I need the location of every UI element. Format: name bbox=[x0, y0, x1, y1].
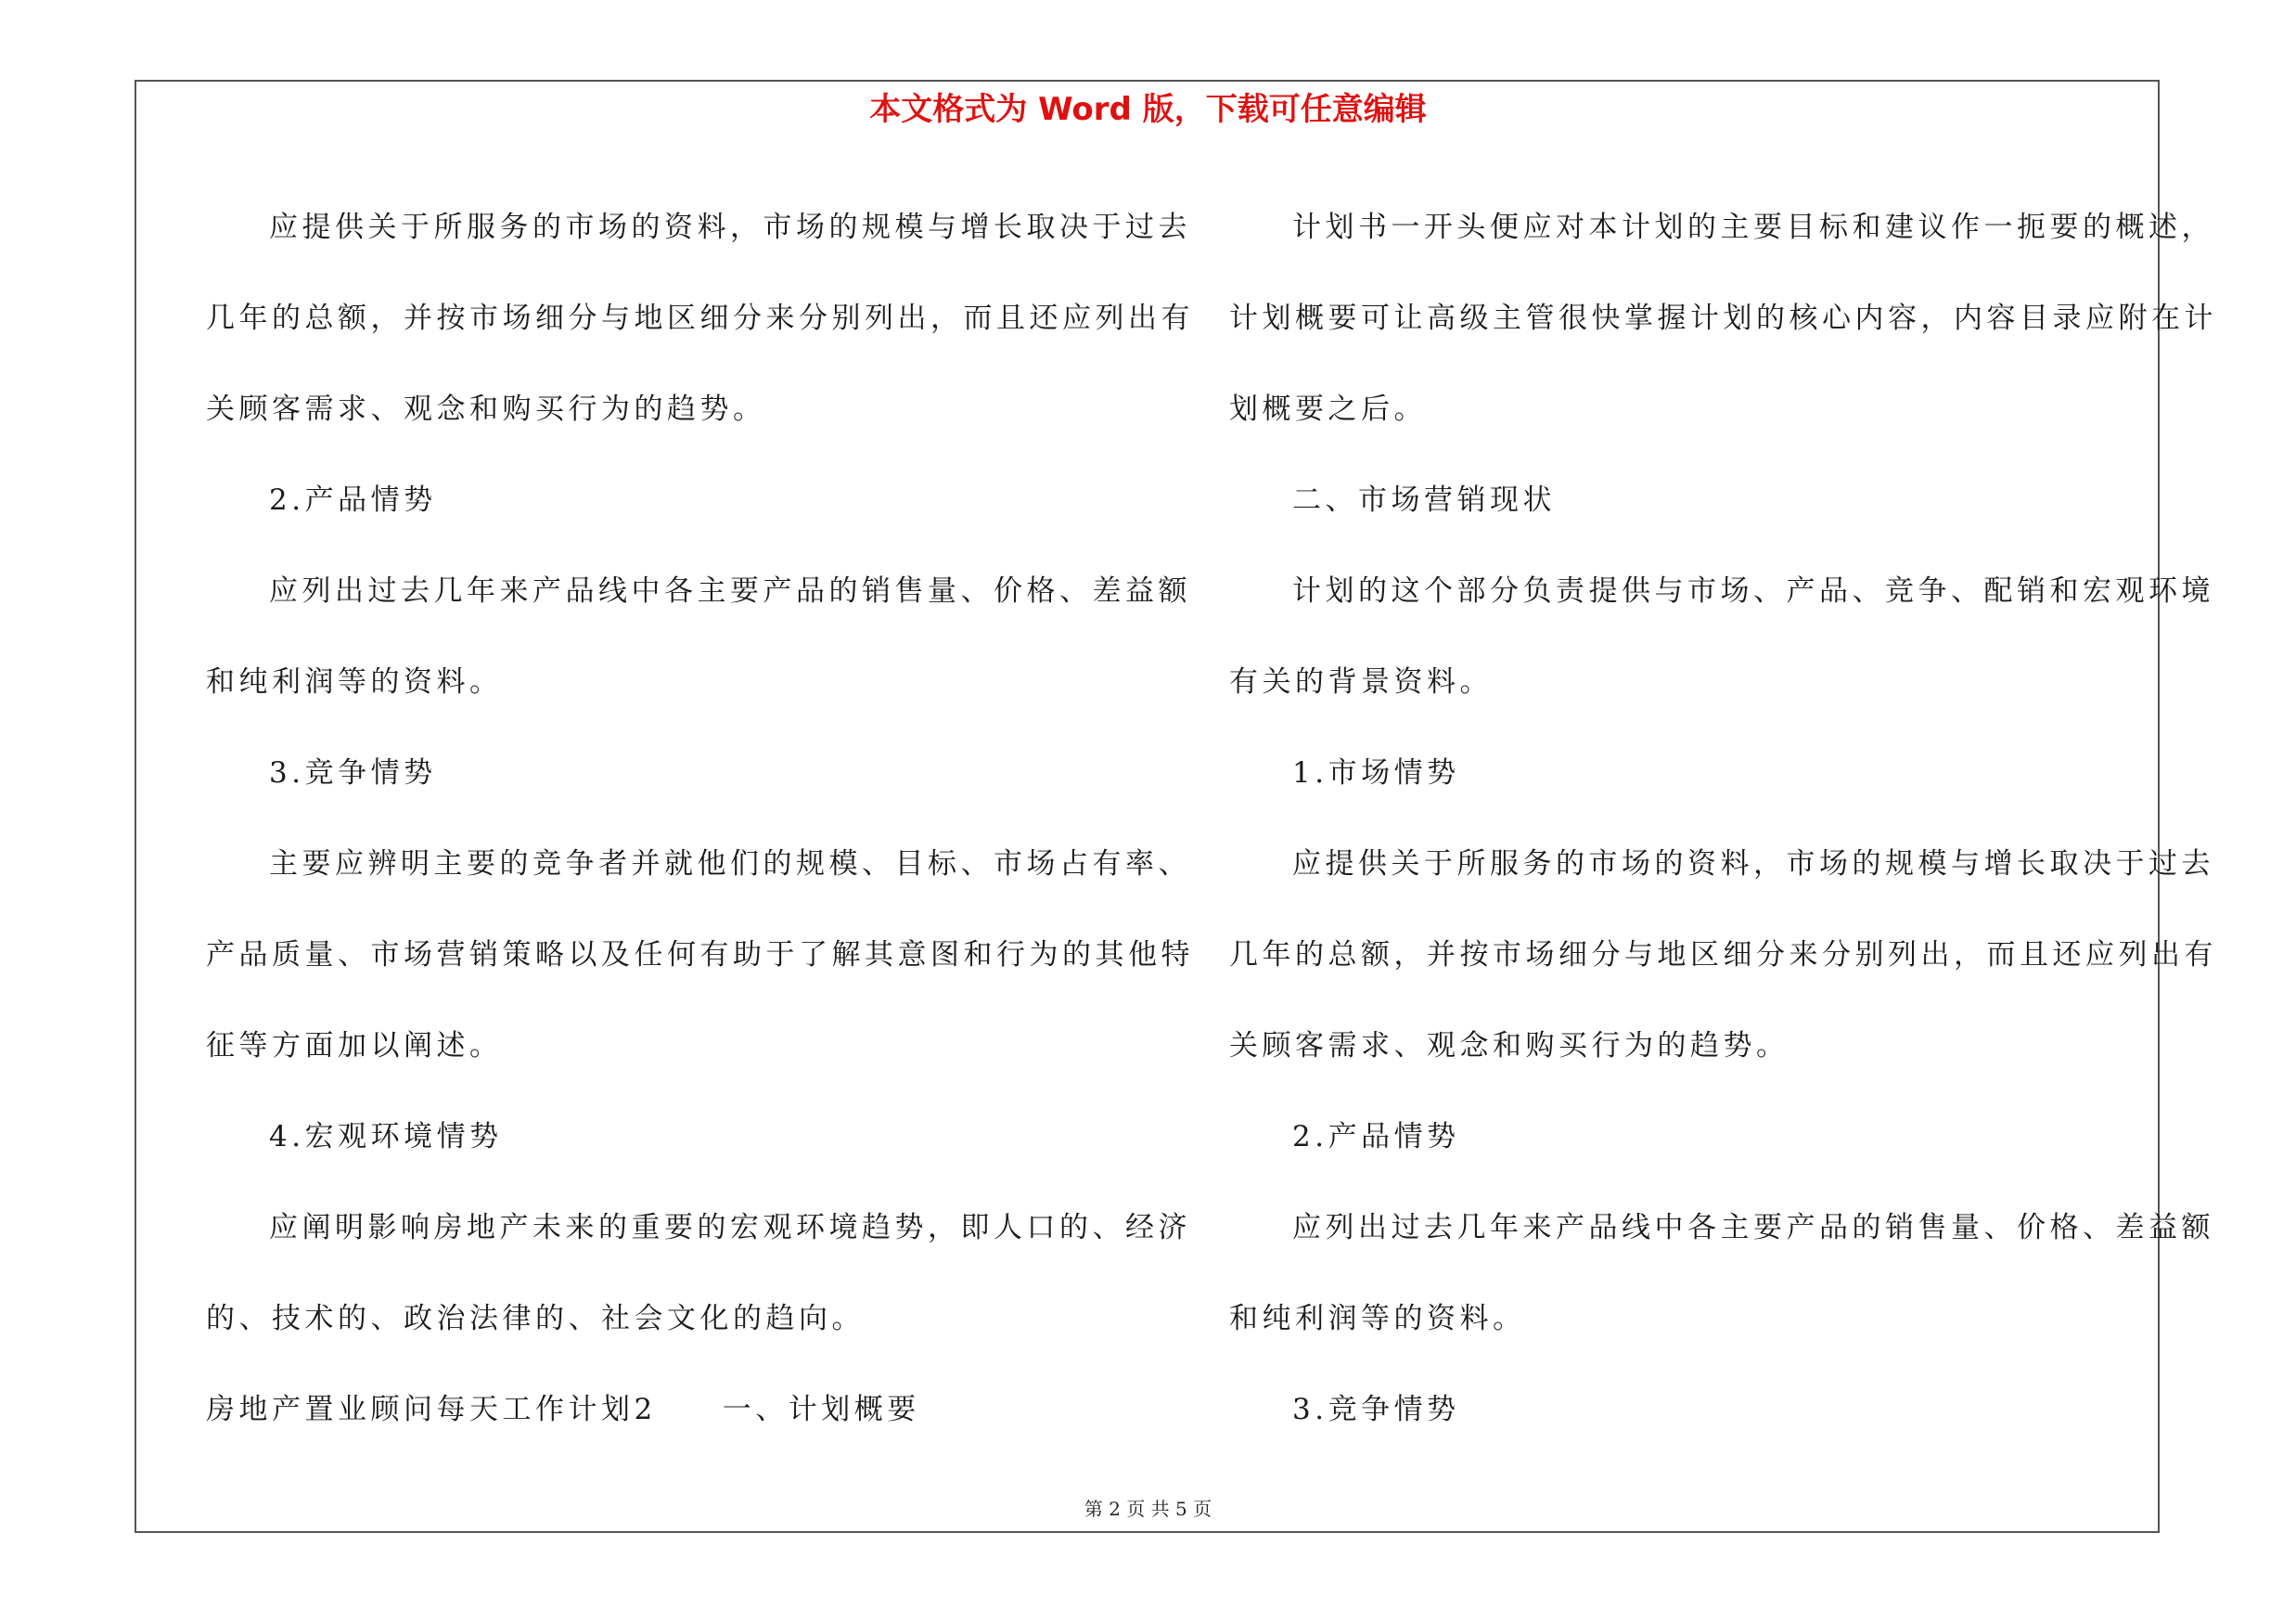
text-line: 产品质量、市场营销策略以及任何有助于了解其意图和行为的其他特 bbox=[206, 938, 1194, 972]
text-line: 1.市场情势 bbox=[1292, 756, 1460, 790]
text-line: 计划的这个部分负责提供与市场、产品、竞争、配销和宏观环境 bbox=[1292, 574, 2214, 608]
word-format-banner: 本文格式为 Word 版，下载可任意编辑 bbox=[869, 91, 1427, 128]
text-line: 和纯利润等的资料。 bbox=[206, 665, 503, 699]
text-line: 3.竞争情势 bbox=[269, 756, 437, 790]
text-line: 和纯利润等的资料。 bbox=[1229, 1302, 1526, 1335]
text-line: 应提供关于所服务的市场的资料，市场的规模与增长取决于过去 bbox=[269, 211, 1191, 244]
text-line: 应列出过去几年来产品线中各主要产品的销售量、价格、差益额 bbox=[269, 574, 1191, 608]
text-line: 划概要之后。 bbox=[1229, 393, 1427, 426]
text-line: 计划书一开头便应对本计划的主要目标和建议作一扼要的概述， bbox=[1292, 211, 2214, 244]
text-line: 计划概要可让高级主管很快掌握计划的核心内容，内容目录应附在计 bbox=[1229, 302, 2217, 335]
right-column bbox=[1229, 182, 2217, 1455]
text-line: 3.竞争情势 bbox=[1292, 1393, 1460, 1426]
text-line: 2.产品情势 bbox=[269, 483, 437, 517]
page-number-footer: 第 2 页 共 5 页 bbox=[1084, 1498, 1212, 1520]
text-line: 几年的总额，并按市场细分与地区细分来分别列出，而且还应列出有 bbox=[206, 302, 1194, 335]
text-line: 主要应辨明主要的竞争者并就他们的规模、目标、市场占有率、 bbox=[269, 847, 1191, 881]
text-line: 4.宏观环境情势 bbox=[269, 1120, 503, 1153]
text-line: 有关的背景资料。 bbox=[1229, 665, 1493, 699]
text-line: 应阐明影响房地产未来的重要的宏观环境趋势，即人口的、经济 bbox=[269, 1211, 1191, 1244]
left-column bbox=[206, 182, 1194, 1455]
text-line: 房地产置业顾问每天工作计划2 一、计划概要 bbox=[206, 1393, 920, 1426]
text-line: 征等方面加以阐述。 bbox=[206, 1029, 503, 1063]
text-line: 应提供关于所服务的市场的资料，市场的规模与增长取决于过去 bbox=[1292, 847, 2214, 881]
text-line: 的、技术的、政治法律的、社会文化的趋向。 bbox=[206, 1302, 865, 1335]
text-line: 应列出过去几年来产品线中各主要产品的销售量、价格、差益额 bbox=[1292, 1211, 2214, 1244]
text-line: 二、市场营销现状 bbox=[1292, 483, 1556, 517]
text-line: 关顾客需求、观念和购买行为的趋势。 bbox=[206, 393, 766, 426]
text-line: 2.产品情势 bbox=[1292, 1120, 1460, 1153]
text-line: 几年的总额，并按市场细分与地区细分来分别列出，而且还应列出有 bbox=[1229, 938, 2217, 972]
text-line: 关顾客需求、观念和购买行为的趋势。 bbox=[1229, 1029, 1789, 1063]
